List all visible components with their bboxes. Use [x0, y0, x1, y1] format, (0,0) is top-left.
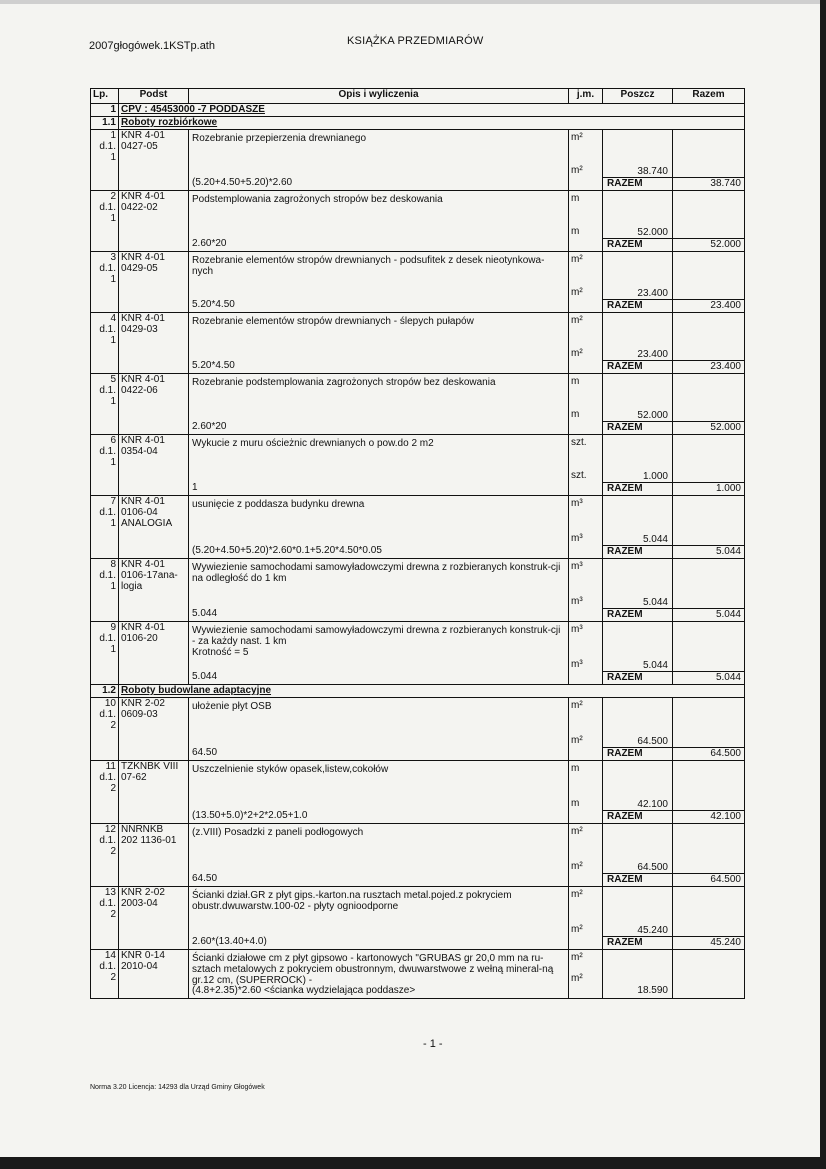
file-name: 2007głogówek.1KSTp.ath: [89, 40, 215, 52]
item-podst: KNR 4-01 0422-02: [119, 191, 189, 252]
item-description: ułożenie płyt OSB: [192, 701, 272, 712]
item-poszcz-value: 42.100: [637, 799, 668, 810]
table-row: [91, 824, 745, 887]
item-unit-bottom: m²: [571, 348, 583, 359]
item-poszcz-value: 5.044: [642, 660, 668, 671]
item-razem-inner: [673, 824, 744, 886]
item-unit-top: m: [571, 193, 580, 204]
item-opis-inner: [189, 622, 568, 684]
item-unit: [569, 252, 603, 313]
item-podst: KNR 4-01 0106-17ana- logia: [119, 559, 189, 622]
table-row: [91, 313, 745, 374]
item-poszcz-inner: [603, 130, 672, 190]
item-lp: 11 d.1. 2: [91, 761, 119, 824]
item-unit: [569, 887, 603, 950]
item-razem-value: 42.100: [710, 811, 741, 822]
item-description: Wykucie z muru ościeżnic drewnianych o pow.do 2 m2: [192, 438, 434, 449]
item-unit-inner: [569, 130, 602, 190]
item-poszcz-inner: [603, 435, 672, 495]
item-razem: [673, 191, 745, 252]
item-razem-label: RAZEM: [603, 936, 672, 949]
item-razem-value: 5.044: [715, 609, 741, 620]
col-header-podst: Podst: [119, 89, 189, 104]
item-poszcz: [603, 824, 673, 887]
item-poszcz: [603, 887, 673, 950]
item-opis-inner: [189, 374, 568, 434]
item-unit: [569, 761, 603, 824]
item-poszcz: [603, 130, 673, 191]
item-razem-label: RAZEM: [603, 482, 672, 495]
item-unit: [569, 191, 603, 252]
item-poszcz: [603, 559, 673, 622]
table-row: [91, 559, 745, 622]
item-lp: 13 d.1. 2: [91, 887, 119, 950]
item-razem-label: RAZEM: [603, 747, 672, 760]
item-poszcz-inner: [603, 374, 672, 434]
table-row: [91, 191, 745, 252]
item-opis: [189, 559, 569, 622]
item-unit-bottom: m³: [571, 659, 583, 670]
item-poszcz: [603, 374, 673, 435]
item-unit-bottom: m²: [571, 735, 583, 746]
section-lp: 1.2: [91, 685, 119, 698]
item-poszcz: [603, 950, 673, 999]
item-opis-inner: [189, 950, 568, 998]
item-unit-bottom: szt.: [571, 470, 587, 481]
item-calculation: 2.60*20: [192, 238, 227, 249]
item-unit: [569, 435, 603, 496]
item-poszcz-inner: [603, 761, 672, 823]
item-opis: [189, 950, 569, 999]
item-razem-inner: [673, 130, 744, 190]
item-calculation: (5.20+4.50+5.20)*2.60: [192, 177, 293, 188]
item-razem-label: RAZEM: [603, 873, 672, 886]
table-row: [91, 887, 745, 950]
item-podst: KNR 4-01 0429-03: [119, 313, 189, 374]
item-lp: 9 d.1. 1: [91, 622, 119, 685]
item-razem: [673, 622, 745, 685]
page-number: - 1 -: [423, 1038, 443, 1050]
item-unit-inner: [569, 761, 602, 823]
item-unit-top: m: [571, 376, 580, 387]
item-unit: [569, 698, 603, 761]
item-unit: [569, 559, 603, 622]
item-podst: KNR 4-01 0354-04: [119, 435, 189, 496]
item-unit-top: m²: [571, 315, 583, 326]
item-razem-inner: [673, 622, 744, 684]
item-unit-bottom: m²: [571, 287, 583, 298]
item-razem-inner: [673, 252, 744, 312]
table-row: [91, 435, 745, 496]
item-poszcz: [603, 252, 673, 313]
item-poszcz: [603, 496, 673, 559]
item-razem: [673, 313, 745, 374]
item-unit-bottom: m³: [571, 533, 583, 544]
item-opis: [189, 824, 569, 887]
item-unit: [569, 130, 603, 191]
item-description: Ścianki dział.GR z płyt gips.-karton.na rusztach metal.pojed.z pokryciem obustr.dwuwarstw.100-02 - płyty ognioodporne: [192, 890, 512, 912]
item-poszcz-value: 5.044: [642, 597, 668, 608]
table-header-row: [91, 89, 745, 104]
item-unit-top: m³: [571, 498, 583, 509]
item-description: Rozebranie podstemplowania zagrożonych stropów bez deskowania: [192, 377, 496, 388]
item-poszcz-inner: [603, 698, 672, 760]
item-razem-inner: [673, 313, 744, 373]
item-podst: KNR 4-01 0106-04 ANALOGIA: [119, 496, 189, 559]
item-lp: 14 d.1. 2: [91, 950, 119, 999]
item-poszcz-value: 18.590: [637, 985, 668, 996]
item-lp: 4 d.1. 1: [91, 313, 119, 374]
item-razem-label: RAZEM: [603, 608, 672, 621]
item-unit-inner: [569, 191, 602, 251]
item-calculation: 5.044: [192, 608, 218, 619]
item-calculation: 64.50: [192, 873, 218, 884]
item-calculation: 64.50: [192, 747, 218, 758]
item-podst: KNR 4-01 0427-05: [119, 130, 189, 191]
section-title: Roboty rozbiórkowe: [119, 117, 745, 130]
item-poszcz: [603, 435, 673, 496]
item-lp: 6 d.1. 1: [91, 435, 119, 496]
item-lp: 12 d.1. 2: [91, 824, 119, 887]
item-poszcz-value: 45.240: [637, 925, 668, 936]
item-unit-inner: [569, 824, 602, 886]
item-poszcz: [603, 313, 673, 374]
estimate-table: [90, 88, 745, 999]
item-lp: 5 d.1. 1: [91, 374, 119, 435]
item-poszcz-inner: [603, 252, 672, 312]
item-unit-top: m²: [571, 889, 583, 900]
item-calculation: 2.60*(13.40+4.0): [192, 936, 267, 947]
item-razem-label: RAZEM: [603, 810, 672, 823]
item-poszcz-inner: [603, 191, 672, 251]
table-row: [91, 761, 745, 824]
item-razem-label: RAZEM: [603, 545, 672, 558]
item-razem-value: 5.044: [715, 672, 741, 683]
item-unit: [569, 313, 603, 374]
item-description: Rozebranie przepierzenia drewnianego: [192, 133, 366, 144]
item-lp: 2 d.1. 1: [91, 191, 119, 252]
item-podst: KNR 2-02 2003-04: [119, 887, 189, 950]
item-description: Uszczelnienie styków opasek,listew,cokołów: [192, 764, 389, 775]
table-row: [91, 130, 745, 191]
item-poszcz-inner: [603, 496, 672, 558]
item-razem: [673, 496, 745, 559]
item-unit-top: m²: [571, 826, 583, 837]
item-calculation: (5.20+4.50+5.20)*2.60*0.1+5.20*4.50*0.05: [192, 545, 382, 556]
item-unit-top: m²: [571, 132, 583, 143]
item-razem-label: RAZEM: [603, 299, 672, 312]
item-opis: [189, 698, 569, 761]
item-unit-bottom: m: [571, 409, 580, 420]
item-opis-inner: [189, 887, 568, 949]
item-unit: [569, 950, 603, 999]
item-lp: 1 d.1. 1: [91, 130, 119, 191]
item-opis-inner: [189, 130, 568, 190]
item-razem: [673, 824, 745, 887]
item-opis: [189, 374, 569, 435]
item-description: Rozebranie elementów stropów drewnianych - podsufitek z desek nieotynkowa-nych: [192, 255, 545, 277]
item-razem-inner: [673, 191, 744, 251]
item-description: Rozebranie elementów stropów drewnianych - ślepych pułapów: [192, 316, 474, 327]
item-podst: KNR 0-14 2010-04: [119, 950, 189, 999]
col-header-opis: Opis i wyliczenia: [189, 89, 569, 104]
item-poszcz: [603, 622, 673, 685]
item-poszcz-value: 38.740: [637, 166, 668, 177]
item-opis: [189, 313, 569, 374]
item-unit-inner: [569, 887, 602, 949]
cpv-lp: 1: [91, 104, 119, 117]
table-row: [91, 622, 745, 685]
item-opis-inner: [189, 252, 568, 312]
item-opis: [189, 435, 569, 496]
item-razem-value: 64.500: [710, 874, 741, 885]
item-unit-inner: [569, 496, 602, 558]
item-description: (z.VIII) Posadzki z paneli podłogowych: [192, 827, 364, 838]
item-poszcz-inner: [603, 887, 672, 949]
table-body: [91, 104, 745, 999]
table-row: [91, 698, 745, 761]
item-poszcz-inner: [603, 622, 672, 684]
item-description: Wywiezienie samochodami samowyładowczymi drewna z rozbieranych konstruk-cji - za każdy nast. 1 km Krotność = 5: [192, 625, 561, 658]
item-unit-bottom: m: [571, 798, 580, 809]
item-opis: [189, 622, 569, 685]
item-opis: [189, 496, 569, 559]
item-unit: [569, 374, 603, 435]
item-podst: KNR 4-01 0422-06: [119, 374, 189, 435]
item-lp: 3 d.1. 1: [91, 252, 119, 313]
table-row: [91, 950, 745, 999]
item-unit: [569, 622, 603, 685]
item-poszcz: [603, 698, 673, 761]
col-header-razem: Razem: [673, 89, 745, 104]
item-opis-inner: [189, 698, 568, 760]
item-razem-value: 1.000: [715, 483, 741, 494]
item-description: Wywiezienie samochodami samowyładowczymi drewna z rozbieranych konstruk-cji na odległość do 1 km: [192, 562, 561, 584]
item-razem: [673, 435, 745, 496]
item-unit-inner: [569, 698, 602, 760]
item-razem-inner: [673, 435, 744, 495]
page-right-edge: [820, 0, 826, 1169]
item-opis: [189, 761, 569, 824]
item-unit-bottom: m²: [571, 973, 583, 984]
section-row: [91, 117, 745, 130]
col-header-lp: Lp.: [91, 89, 119, 104]
document-title: KSIĄŻKA PRZEDMIARÓW: [347, 35, 484, 47]
item-opis: [189, 130, 569, 191]
item-opis: [189, 191, 569, 252]
item-lp: 7 d.1. 1: [91, 496, 119, 559]
item-razem-inner: [673, 374, 744, 434]
license-footer: Norma 3.20 Licencja: 14293 dla Urząd Gminy Głogówek: [90, 1084, 265, 1091]
item-opis-inner: [189, 191, 568, 251]
item-unit: [569, 496, 603, 559]
item-unit-bottom: m³: [571, 596, 583, 607]
item-poszcz-inner: [603, 824, 672, 886]
item-calculation: 5.20*4.50: [192, 299, 235, 310]
item-razem: [673, 698, 745, 761]
item-opis-inner: [189, 313, 568, 373]
item-razem-label: RAZEM: [603, 360, 672, 373]
item-calculation: 5.044: [192, 671, 218, 682]
page-bottom-edge: [0, 1157, 826, 1169]
item-unit-top: m: [571, 763, 580, 774]
item-razem-inner: [673, 887, 744, 949]
item-razem: [673, 252, 745, 313]
item-razem-value: 5.044: [715, 546, 741, 557]
item-unit-top: m²: [571, 952, 583, 963]
item-razem: [673, 950, 745, 999]
item-razem: [673, 374, 745, 435]
item-calculation: (4.8+2.35)*2.60 <ścianka wydzielająca poddasze>: [192, 985, 416, 996]
item-poszcz-value: 23.400: [637, 349, 668, 360]
item-opis-inner: [189, 435, 568, 495]
cpv-row: [91, 104, 745, 117]
item-unit-bottom: m²: [571, 924, 583, 935]
cpv-text: CPV : 45453000 -7 PODDASZE: [119, 104, 745, 117]
item-unit-inner: [569, 374, 602, 434]
item-unit-inner: [569, 950, 602, 998]
section-lp: 1.1: [91, 117, 119, 130]
item-opis-inner: [189, 824, 568, 886]
item-poszcz-inner: [603, 313, 672, 373]
item-razem-inner: [673, 698, 744, 760]
item-razem-label: RAZEM: [603, 238, 672, 251]
item-razem: [673, 130, 745, 191]
item-poszcz-value: 52.000: [637, 410, 668, 421]
item-unit-bottom: m²: [571, 861, 583, 872]
item-poszcz-value: 64.500: [637, 862, 668, 873]
item-poszcz-inner: [603, 559, 672, 621]
item-razem-value: 52.000: [710, 239, 741, 250]
section-title: Roboty budowlane adaptacyjne: [119, 685, 745, 698]
item-razem-value: 23.400: [710, 361, 741, 372]
item-calculation: 2.60*20: [192, 421, 227, 432]
item-unit-inner: [569, 435, 602, 495]
item-opis-inner: [189, 761, 568, 823]
item-opis-inner: [189, 496, 568, 558]
item-calculation: (13.50+5.0)*2+2*2.05+1.0: [192, 810, 308, 821]
item-razem: [673, 761, 745, 824]
item-razem-label: RAZEM: [603, 421, 672, 434]
item-unit-top: m³: [571, 561, 583, 572]
item-razem-inner: [673, 761, 744, 823]
item-unit-inner: [569, 559, 602, 621]
item-calculation: 5.20*4.50: [192, 360, 235, 371]
item-description: usunięcie z poddasza budynku drewna: [192, 499, 365, 510]
item-podst: NNRNKB 202 1136-01: [119, 824, 189, 887]
item-podst: KNR 4-01 0106-20: [119, 622, 189, 685]
col-header-poszcz: Poszcz: [603, 89, 673, 104]
item-poszcz: [603, 191, 673, 252]
item-razem-value: 38.740: [710, 178, 741, 189]
item-razem: [673, 887, 745, 950]
item-razem-label: RAZEM: [603, 671, 672, 684]
item-poszcz-value: 23.400: [637, 288, 668, 299]
item-razem: [673, 559, 745, 622]
item-unit-inner: [569, 622, 602, 684]
item-podst: KNR 4-01 0429-05: [119, 252, 189, 313]
item-poszcz-value: 1.000: [642, 471, 668, 482]
item-poszcz-inner: [603, 950, 672, 998]
item-unit-bottom: m: [571, 226, 580, 237]
item-razem-inner: [673, 559, 744, 621]
item-razem-label: RAZEM: [603, 177, 672, 190]
item-unit-top: szt.: [571, 437, 587, 448]
item-unit-top: m²: [571, 700, 583, 711]
section-row: [91, 685, 745, 698]
item-razem-value: 52.000: [710, 422, 741, 433]
item-opis-inner: [189, 559, 568, 621]
item-poszcz-value: 52.000: [637, 227, 668, 238]
item-opis: [189, 252, 569, 313]
item-opis: [189, 887, 569, 950]
item-unit-top: m³: [571, 624, 583, 635]
table-row: [91, 496, 745, 559]
item-poszcz-value: 64.500: [637, 736, 668, 747]
table-row: [91, 374, 745, 435]
item-razem-value: 23.400: [710, 300, 741, 311]
item-lp: 10 d.1. 2: [91, 698, 119, 761]
item-unit-inner: [569, 252, 602, 312]
item-razem-inner: [673, 950, 744, 998]
item-razem-inner: [673, 496, 744, 558]
page-top-edge: [0, 0, 826, 4]
item-lp: 8 d.1. 1: [91, 559, 119, 622]
item-poszcz: [603, 761, 673, 824]
item-razem-value: 45.240: [710, 937, 741, 948]
item-description: Ścianki działowe cm z płyt gipsowo - kartonowych "GRUBAS gr 20,0 mm na ru-sztach metalowych z pokryciem obustronnym, dwuwarstwowe z wełną mineral-ną gr.12 cm, (SUPERROCK) -: [192, 953, 554, 986]
item-unit-bottom: m²: [571, 165, 583, 176]
table-row: [91, 252, 745, 313]
item-description: Podstemplowania zagrożonych stropów bez deskowania: [192, 194, 443, 205]
item-unit: [569, 824, 603, 887]
item-calculation: 1: [192, 482, 198, 493]
item-razem-value: 64.500: [710, 748, 741, 759]
item-podst: KNR 2-02 0609-03: [119, 698, 189, 761]
item-unit-top: m²: [571, 254, 583, 265]
item-podst: TZKNBK VIII 07-62: [119, 761, 189, 824]
item-unit-inner: [569, 313, 602, 373]
col-header-jm: j.m.: [569, 89, 603, 104]
item-poszcz-value: 5.044: [642, 534, 668, 545]
